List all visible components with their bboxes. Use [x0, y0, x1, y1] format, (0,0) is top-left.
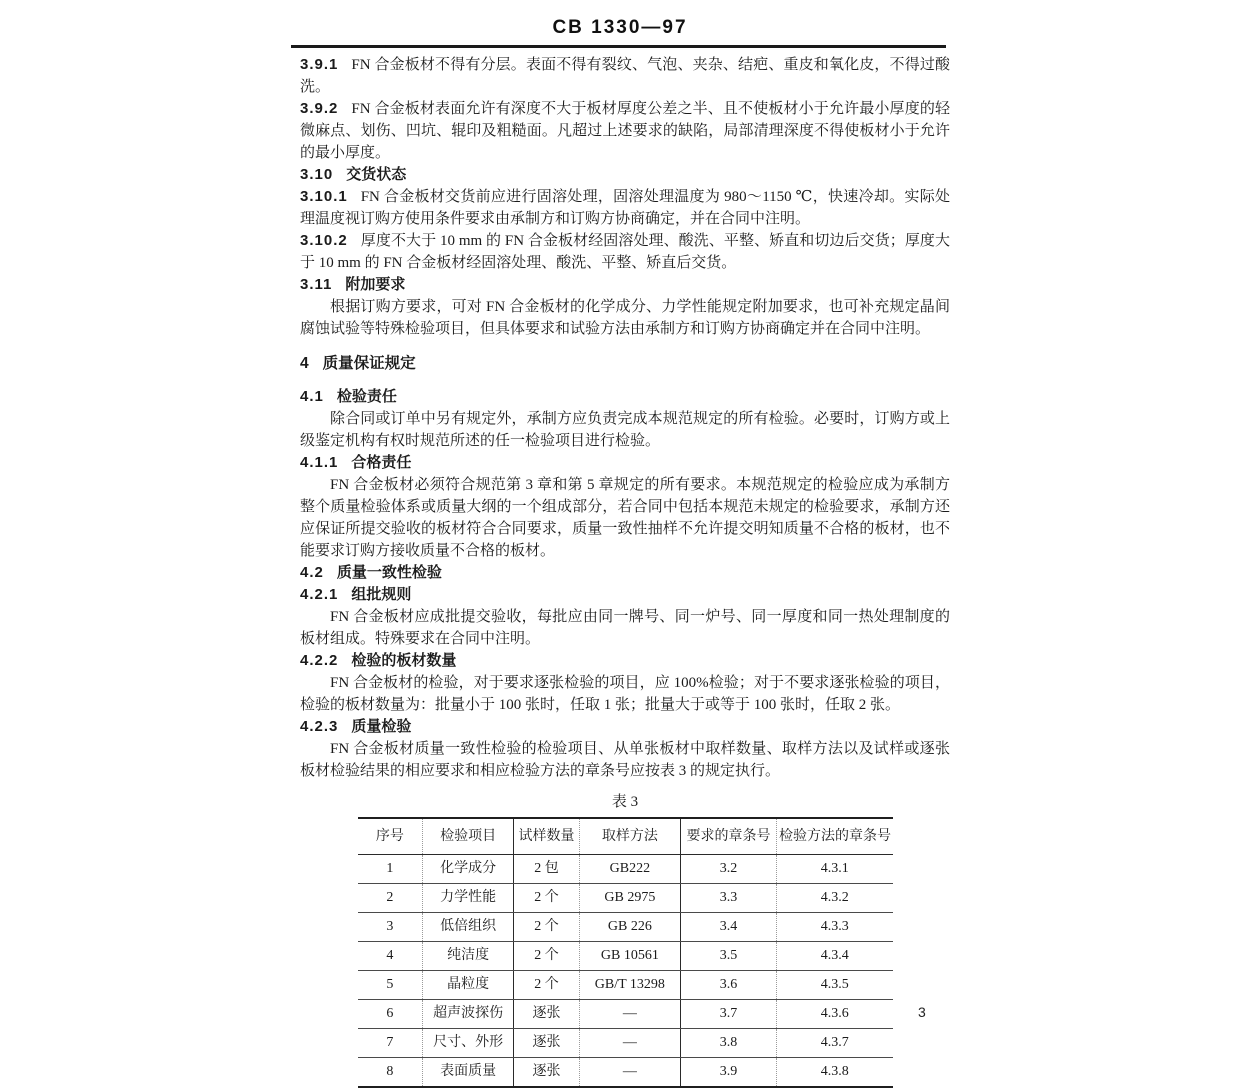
clause-3.10.1	[300, 186, 950, 230]
clause-number: 3.10.1	[300, 188, 348, 205]
clause-4.1.1	[300, 452, 950, 474]
clause-3.10.2	[300, 230, 950, 274]
table-cell: 4.3.1	[777, 855, 893, 884]
table-row	[358, 1058, 893, 1088]
table-cell: 2 个	[514, 884, 580, 913]
clause-text: 质量一致性检验	[336, 565, 442, 581]
column-header: 检验项目	[423, 818, 514, 855]
clause-number: 3.10.2	[300, 232, 348, 249]
clause-text: 厚度不大于 10 mm 的 FN 合金板材经固溶处理、酸洗、平整、矫直和切边后交货；厚度大于 10 mm 的 FN 合金板材经固溶处理、酸洗、平整、矫直后交货。	[300, 233, 950, 271]
inspection-items-table	[358, 817, 893, 1088]
clause-text: 交货状态	[346, 167, 407, 183]
clause-text: 质量检验	[351, 719, 412, 735]
clause-text: 质量保证规定	[322, 355, 416, 372]
table-cell: 3.9	[680, 1058, 776, 1088]
clause-number: 3.9.1	[300, 56, 339, 73]
table-cell: 4.3.7	[777, 1029, 893, 1058]
table-cell: 尺寸、外形	[423, 1029, 514, 1058]
clause-text: FN 合金板材质量一致性检验的检验项目、从单张板材中取样数量、取样方法以及试样或逐张板材检验结果的相应要求和相应检验方法的章条号应按表 3 的规定执行。	[300, 741, 950, 779]
clause-4.2	[300, 562, 950, 584]
table-caption: 表 3	[611, 794, 639, 810]
table-cell: 2 个	[514, 942, 580, 971]
clause-number: 4.2.2	[300, 652, 339, 669]
table-row	[358, 1000, 893, 1029]
clause-text: 除合同或订单中另有规定外，承制方应负责完成本规范规定的所有检验。必要时，订购方或上级鉴定机构有权时规范所述的任一检验项目进行检验。	[300, 411, 950, 449]
table-cell: —	[579, 1029, 680, 1058]
table-row	[358, 913, 893, 942]
table-cell: 4	[358, 942, 423, 971]
clause-text: 检验责任	[336, 389, 397, 405]
table-cell: 3.8	[680, 1029, 776, 1058]
table-cell: 超声波探伤	[423, 1000, 514, 1029]
clause-text: FN 合金板材应成批提交验收，每批应由同一牌号、同一炉号、同一厚度和同一热处理制度的板材组成。特殊要求在合同中注明。	[300, 609, 950, 647]
table-cell: 3.3	[680, 884, 776, 913]
table-cell: 5	[358, 971, 423, 1000]
table-cell: 化学成分	[423, 855, 514, 884]
table-cell: 3.6	[680, 971, 776, 1000]
table-cell: GB222	[579, 855, 680, 884]
table-body-row-group	[358, 855, 893, 1088]
table-header-row	[358, 818, 893, 855]
table-cell: 力学性能	[423, 884, 514, 913]
column-header: 要求的章条号	[680, 818, 776, 855]
clause-text: 合格责任	[351, 455, 412, 471]
clause-number: 3.11	[300, 276, 333, 293]
clause-4	[300, 353, 950, 375]
table-cell: 表面质量	[423, 1058, 514, 1088]
body-paragraph	[300, 474, 950, 562]
table-cell: 2 个	[514, 971, 580, 1000]
table-cell: 2 包	[514, 855, 580, 884]
table-cell: 低倍组织	[423, 913, 514, 942]
header-rule	[291, 45, 946, 48]
clause-number: 3.9.2	[300, 100, 339, 117]
table-cell: 逐张	[514, 1058, 580, 1088]
table-cell: —	[579, 1058, 680, 1088]
table-cell: 纯洁度	[423, 942, 514, 971]
clause-number: 3.10	[300, 166, 334, 183]
clause-text: 组批规则	[351, 587, 412, 603]
table-cell: 4.3.5	[777, 971, 893, 1000]
table-cell: 逐张	[514, 1000, 580, 1029]
body-paragraph	[300, 738, 950, 782]
table-cell: 4.3.2	[777, 884, 893, 913]
clause-3.10	[300, 164, 950, 186]
table-cell: 4.3.4	[777, 942, 893, 971]
table-row	[358, 942, 893, 971]
clause-text: FN 合金板材必须符合规范第 3 章和第 5 章规定的所有要求。本规范规定的检验应成为承制方整个质量检验体系或质量大纲的一个组成部分，若合同中包括本规范未规定的检验要求，承制方还应保证所提交验收的板材符合合同要求，质量一致性抽样不允许提交明知质量不合格的板材，也不能要求订购方接收质量不合格的板材。	[300, 477, 950, 559]
table-cell: 3.2	[680, 855, 776, 884]
table-cell: —	[579, 1000, 680, 1029]
table-cell: 3.4	[680, 913, 776, 942]
clause-text: FN 合金板材的检验，对于要求逐张检验的项目，应 100%检验；对于不要求逐张检验的项目，检验的板材数量为：批量小于 100 张时，任取 1 张；批量大于或等于 100 张时，任取 2 张。	[300, 675, 950, 713]
column-header: 取样方法	[579, 818, 680, 855]
table-cell: 8	[358, 1058, 423, 1088]
table-cell: 4.3.6	[777, 1000, 893, 1029]
table-cell: 4.3.3	[777, 913, 893, 942]
page-number: 3	[918, 1004, 926, 1020]
table-cell: GB/T 13298	[579, 971, 680, 1000]
body-paragraph	[300, 408, 950, 452]
clause-text: FN 合金板材不得有分层。表面不得有裂纹、气泡、夹杂、结疤、重皮和氧化皮，不得过酸洗。	[300, 57, 950, 95]
clause-3.9.2	[300, 98, 950, 164]
table-cell: 3	[358, 913, 423, 942]
clause-number: 4.1.1	[300, 454, 339, 471]
table-row	[358, 971, 893, 1000]
clause-text: 检验的板材数量	[351, 653, 457, 669]
body-paragraph	[300, 606, 950, 650]
table-header-row-group	[358, 818, 893, 855]
table-cell: 3.5	[680, 942, 776, 971]
clause-4.1	[300, 386, 950, 408]
clause-number: 4.1	[300, 388, 324, 405]
table-cell: 1	[358, 855, 423, 884]
table-cell: 晶粒度	[423, 971, 514, 1000]
clause-number: 4.2	[300, 564, 324, 581]
column-header: 试样数量	[514, 818, 580, 855]
table-cell: 3.7	[680, 1000, 776, 1029]
column-header: 检验方法的章条号	[777, 818, 893, 855]
clause-text: 附加要求	[345, 277, 406, 293]
table-cell: 7	[358, 1029, 423, 1058]
clause-number: 4	[300, 355, 310, 372]
clause-number: 4.2.1	[300, 586, 339, 603]
table-row	[358, 855, 893, 884]
doc-number-header: CB 1330—97	[552, 17, 688, 38]
clause-text: FN 合金板材交货前应进行固溶处理，固溶处理温度为 980～1150 ℃，快速冷却。实际处理温度视订购方使用条件要求由承制方和订购方协商确定，并在合同中注明。	[300, 189, 950, 227]
clause-4.2.1	[300, 584, 950, 606]
table-cell: 2 个	[514, 913, 580, 942]
table-cell: 6	[358, 1000, 423, 1029]
table-cell: 4.3.8	[820, 1064, 849, 1079]
clause-3.9.1	[300, 54, 950, 98]
clause-text: FN 合金板材表面允许有深度不大于板材厚度公差之半、且不使板材小于允许最小厚度的轻微麻点、划伤、凹坑、辊印及粗糙面。凡超过上述要求的缺陷，局部清理深度不得使板材小于允许的最小厚度。	[300, 101, 950, 161]
document-body	[300, 54, 950, 1088]
table-cell: 逐张	[514, 1029, 580, 1058]
table-row	[358, 884, 893, 913]
body-paragraph	[300, 672, 950, 716]
clause-4.2.3	[300, 716, 950, 738]
body-paragraph	[300, 296, 950, 340]
table-cell: GB 2975	[579, 884, 680, 913]
clause-3.11	[300, 274, 950, 296]
clause-text: 根据订购方要求，可对 FN 合金板材的化学成分、力学性能规定附加要求，也可补充规定晶间腐蚀试验等特殊检验项目，但具体要求和试验方法由承制方和订购方协商确定并在合同中注明。	[300, 299, 950, 337]
table-cell: GB 226	[579, 913, 680, 942]
table-row	[358, 1029, 893, 1058]
column-header: 序号	[358, 818, 423, 855]
clause-4.2.2	[300, 650, 950, 672]
paragraph-list	[300, 54, 950, 782]
table-cell: 2	[358, 884, 423, 913]
clause-number: 4.2.3	[300, 718, 339, 735]
table-cell: GB 10561	[579, 942, 680, 971]
